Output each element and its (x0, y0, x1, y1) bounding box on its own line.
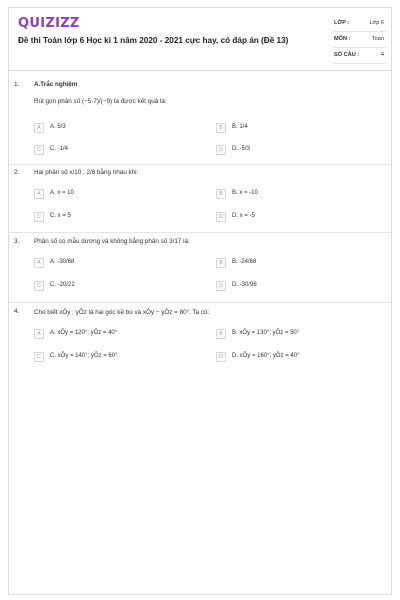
option-text: B. x = -10 (232, 190, 258, 196)
option-b[interactable] (216, 123, 366, 134)
option-b[interactable] (216, 189, 366, 200)
option-letter: C (34, 145, 44, 155)
meta-value: Toán (371, 36, 384, 42)
meta-key: SỐ CÂU : (334, 52, 360, 58)
option-d[interactable] (216, 281, 366, 292)
question-text: Hai phân số x/10 ; 2/8 bằng nhau khi: (34, 169, 139, 176)
option-letter: D (216, 145, 226, 155)
option-text: B. 1/4 (232, 124, 248, 130)
section-heading: A.Trắc nghiệm (34, 81, 78, 88)
option-letter: A (34, 189, 44, 199)
option-c[interactable] (34, 145, 184, 156)
option-letter: B (216, 329, 226, 339)
meta-row-subject (334, 32, 386, 48)
question-number: 3. (14, 238, 20, 245)
option-text: D. xÔy = 160°; yÔz = 40° (232, 353, 300, 359)
question-divider (9, 232, 391, 233)
option-text: C. x = 5 (50, 213, 71, 219)
option-b[interactable] (216, 258, 366, 269)
option-a[interactable] (34, 123, 184, 134)
option-letter: B (216, 123, 226, 133)
option-letter: A (34, 123, 44, 133)
question-number: 1. (14, 81, 20, 88)
meta-table (334, 16, 386, 64)
option-letter: D (216, 352, 226, 362)
meta-row-count (334, 48, 386, 64)
option-a[interactable] (34, 329, 194, 340)
question-text: Rút gọn phân số (−5·7)/(−9) ta được kết quả là: (34, 98, 167, 105)
question-text: Cho biết xÔy ; yÔz là hai góc kề bù và xÔy − yÔz = 80°. Ta có: (34, 309, 210, 316)
option-text: A. xÔy = 120°; yÔz = 40° (50, 330, 118, 336)
option-text: D. -30/96 (232, 282, 257, 288)
question-divider (9, 302, 391, 303)
meta-value: 4 (380, 52, 384, 58)
option-b[interactable] (216, 329, 376, 340)
option-text: C. xÔy = 140°; yÔz = 60° (50, 353, 118, 359)
option-letter: B (216, 258, 226, 268)
question-number: 2. (14, 169, 20, 176)
worksheet-page (8, 7, 392, 595)
option-d[interactable] (216, 145, 366, 156)
option-text: B. -24/68 (232, 259, 257, 265)
meta-key: LỚP : (334, 20, 350, 26)
option-text: D. x = -5 (232, 213, 255, 219)
option-text: C. -20/22 (50, 282, 75, 288)
question-number: 4. (14, 308, 20, 315)
option-letter: D (216, 281, 226, 291)
option-letter: C (34, 352, 44, 362)
option-letter: C (34, 281, 44, 291)
question-text: Phân số có mẫu dương và không bằng phân số 3/17 là: (34, 238, 190, 245)
option-a[interactable] (34, 189, 184, 200)
question-divider (9, 164, 391, 165)
meta-row-class (334, 16, 386, 32)
option-text: D. -5/3 (232, 146, 251, 152)
option-letter: C (34, 212, 44, 222)
page-title: Đề thi Toán lớp 6 Học kì 1 năm 2020 - 2021 cực hay, có đáp án (Đề 13) (18, 36, 289, 45)
option-letter: D (216, 212, 226, 222)
option-c[interactable] (34, 212, 184, 223)
option-d[interactable] (216, 352, 376, 363)
meta-key: MÔN : (334, 36, 351, 42)
option-text: C. -1/4 (50, 146, 69, 152)
option-text: A. x = 10 (50, 190, 74, 196)
option-letter: A (34, 329, 44, 339)
quizizz-logo: QUIZIZZ (18, 16, 80, 31)
option-c[interactable] (34, 281, 184, 292)
option-text: A. 5/3 (50, 124, 66, 130)
option-letter: A (34, 258, 44, 268)
option-d[interactable] (216, 212, 366, 223)
option-text: A. -30/68 (50, 259, 75, 265)
option-a[interactable] (34, 258, 184, 269)
option-c[interactable] (34, 352, 194, 363)
worksheet-header (9, 8, 391, 71)
option-text: B. xÔy = 130°; yÔz = 50° (232, 330, 300, 336)
option-letter: B (216, 189, 226, 199)
meta-value: Lớp 6 (369, 20, 384, 26)
